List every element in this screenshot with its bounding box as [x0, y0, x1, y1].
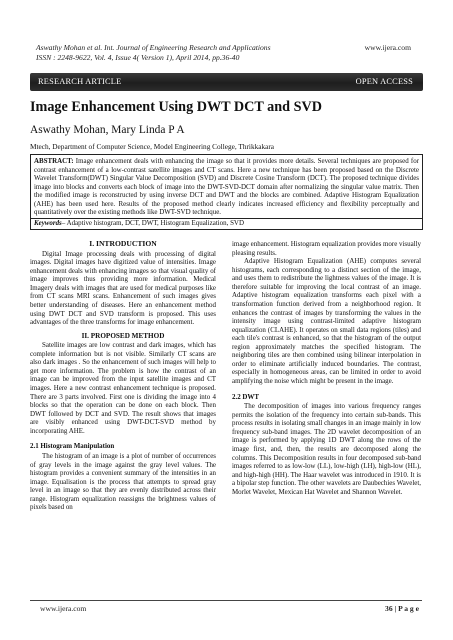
keywords-label: Keywords — [34, 218, 62, 227]
abstract-label: ABSTRACT: — [34, 157, 74, 165]
open-access-label: OPEN ACCESS — [355, 77, 413, 86]
ahe-paragraph: Adaptive Histogram Equalization (AHE) computes several histograms, each corresponding to a distinct section of the image, and uses them to redistribute the lightness values of the image. It is therefore suitable for improving the local contrast of an image. Adaptive histogram equalization transforms each pixel with a transformation function derived from a neighborhood region. It enhances the contrast of images by transforming the values in the intensity image using contrast-limited adaptive histogram equalization (CLAHE). It operates on small data regions (tiles) and each tile's contrast is enhanced, so that the histogram of the output region approximately matches the specified histogram. The neighboring tiles are then combined using bilinear interpolation in order to eliminate artificially induced boundaries. The contrast, especially in homogeneous areas, can be limited in order to avoid amplifying the noise which might be present in the image. — [232, 257, 421, 385]
abstract-text: Image enhancement deals with enhancing the image so that it provides more details. Several techniques are proposed for contrast enhancement of a low-contrast satellite images and CT scans. Here a new technique has been proposed based on the Discrete Wavelet Transform(DWT) Singular Value Decomposition (SVD) and Discrete Cosine Transform (DCT). The proposed technique divides image into blocks and converts each block of image into the DWT-SVD-DCT domain after normalizing the singular value matrix. Then the modified image is reconstructed by using inverse DCT and DWT and the blocks are combined. Adaptive Histogram Equalization (AHE) has been used here. Results of the proposed method clearly indicates increased efficiency and flexibility perceptually and quantitatively over the existing methods like DWT-SVD technique. — [34, 157, 419, 217]
section-2-heading: II. PROPOSED METHOD — [81, 331, 165, 340]
journal-header — [36, 43, 271, 63]
footer-divider — [30, 600, 422, 601]
dwt-paragraph: The decomposition of images into various frequency ranges permits the isolation of the frequency into certain sub-bands. This process results in isolating small changes in an image mainly in low frequency sub-band images. The 2D wavelet decomposition of an image is performed by applying 1D DWT along the rows of the image first, and, then, the results are decomposed along the columns. This Decomposition results in four decomposed sub-band images referred to as low-low (LL), low-high (LH), high-low (HL), and high-high (HH). The Haar wavelet was introduced in 1910. It is a bipolar step function. The other wavelets are Daubechies Wavelet, Morlet Wavelet, Mexican Hat Wavelet and Shannon Wavelet. — [232, 402, 421, 496]
abstract-box — [30, 154, 423, 230]
histogram-paragraph: The histogram of an image is a plot of number of occurrences of gray levels in the image against the gray level values. The histogram provides a convenient summary of the intensities in an image. Equalisation is the process that attempts to spread gray level in an image so that they are evenly distributed across their range. Histogram equalization reassigns the brightness values of pixels based on — [30, 451, 216, 512]
keywords-text: – Adaptive histogram, DCT, DWT, Histogram Equalization, SVD — [61, 218, 244, 227]
intro-paragraph: Digital Image processing deals with processing of digital images. Digital images have digitized value of intensities. Image enhancement deals with enhancing images so that visual quality of image improves thus providing more information. Medical Imagery deals with images that are used for medical purposes like from CT scans MRI scans. Enhancement of such images gives better understanding of diseases. Here an enhancement method using DWT DCT and SVD transform is proposed. This uses advantages of the three transforms for image enhancement. — [30, 249, 216, 327]
abstract-paragraph — [34, 157, 419, 217]
section-1-heading: I. INTRODUCTION — [89, 239, 157, 248]
paper-authors: Aswathy Mohan, Mary Linda P A — [30, 124, 185, 136]
page-number: 36 | P a g e — [385, 604, 419, 613]
keywords-row — [31, 218, 422, 228]
footer-website-link[interactable]: www.ijera.com — [40, 604, 87, 613]
journal-issn-line: ISSN : 2248-9622, Vol. 4, Issue 4( Version 1), April 2014, pp.36-40 — [36, 53, 240, 62]
author-affiliation: Mtech, Department of Computer Science, Model Engineering College, Thrikkakara — [30, 142, 275, 151]
right-column — [232, 240, 421, 496]
subsection-2-2-heading: 2.2 DWT — [232, 392, 259, 401]
article-type-band — [30, 73, 423, 91]
left-column — [30, 240, 216, 512]
proposed-method-paragraph: Satellite images are low contrast and dark images, which has complete information but is not visible. Similarly CT scans are also dark images . So the enhancement of such images will help to get more information. The problem is how the contrast of an image can be improved from the input satellite images and CT images. Here a new contrast enhancement technique is proposed. There are 3 parts involved. First one is dividing the image into 4 blocks so that the operation can be done on each block. Then DWT followed by DCT and SVD. The result shows that images are visibly enhanced using DWT-DCT-SVD method by incorporating AHE. — [30, 341, 216, 435]
journal-citation-line: Aswathy Mohan et al. Int. Journal of Engineering Research and Applications — [36, 43, 271, 52]
research-article-label: RESEARCH ARTICLE — [38, 77, 122, 86]
paper-title: Image Enhancement Using DWT DCT and SVD — [30, 99, 322, 115]
histogram-continued-paragraph: image enhancement. Histogram equalization provides more visually pleasing results. — [232, 240, 421, 257]
header-website-link[interactable]: www.ijera.com — [364, 43, 411, 52]
subsection-2-1-heading: 2.1 Histogram Manipulation — [30, 442, 115, 451]
